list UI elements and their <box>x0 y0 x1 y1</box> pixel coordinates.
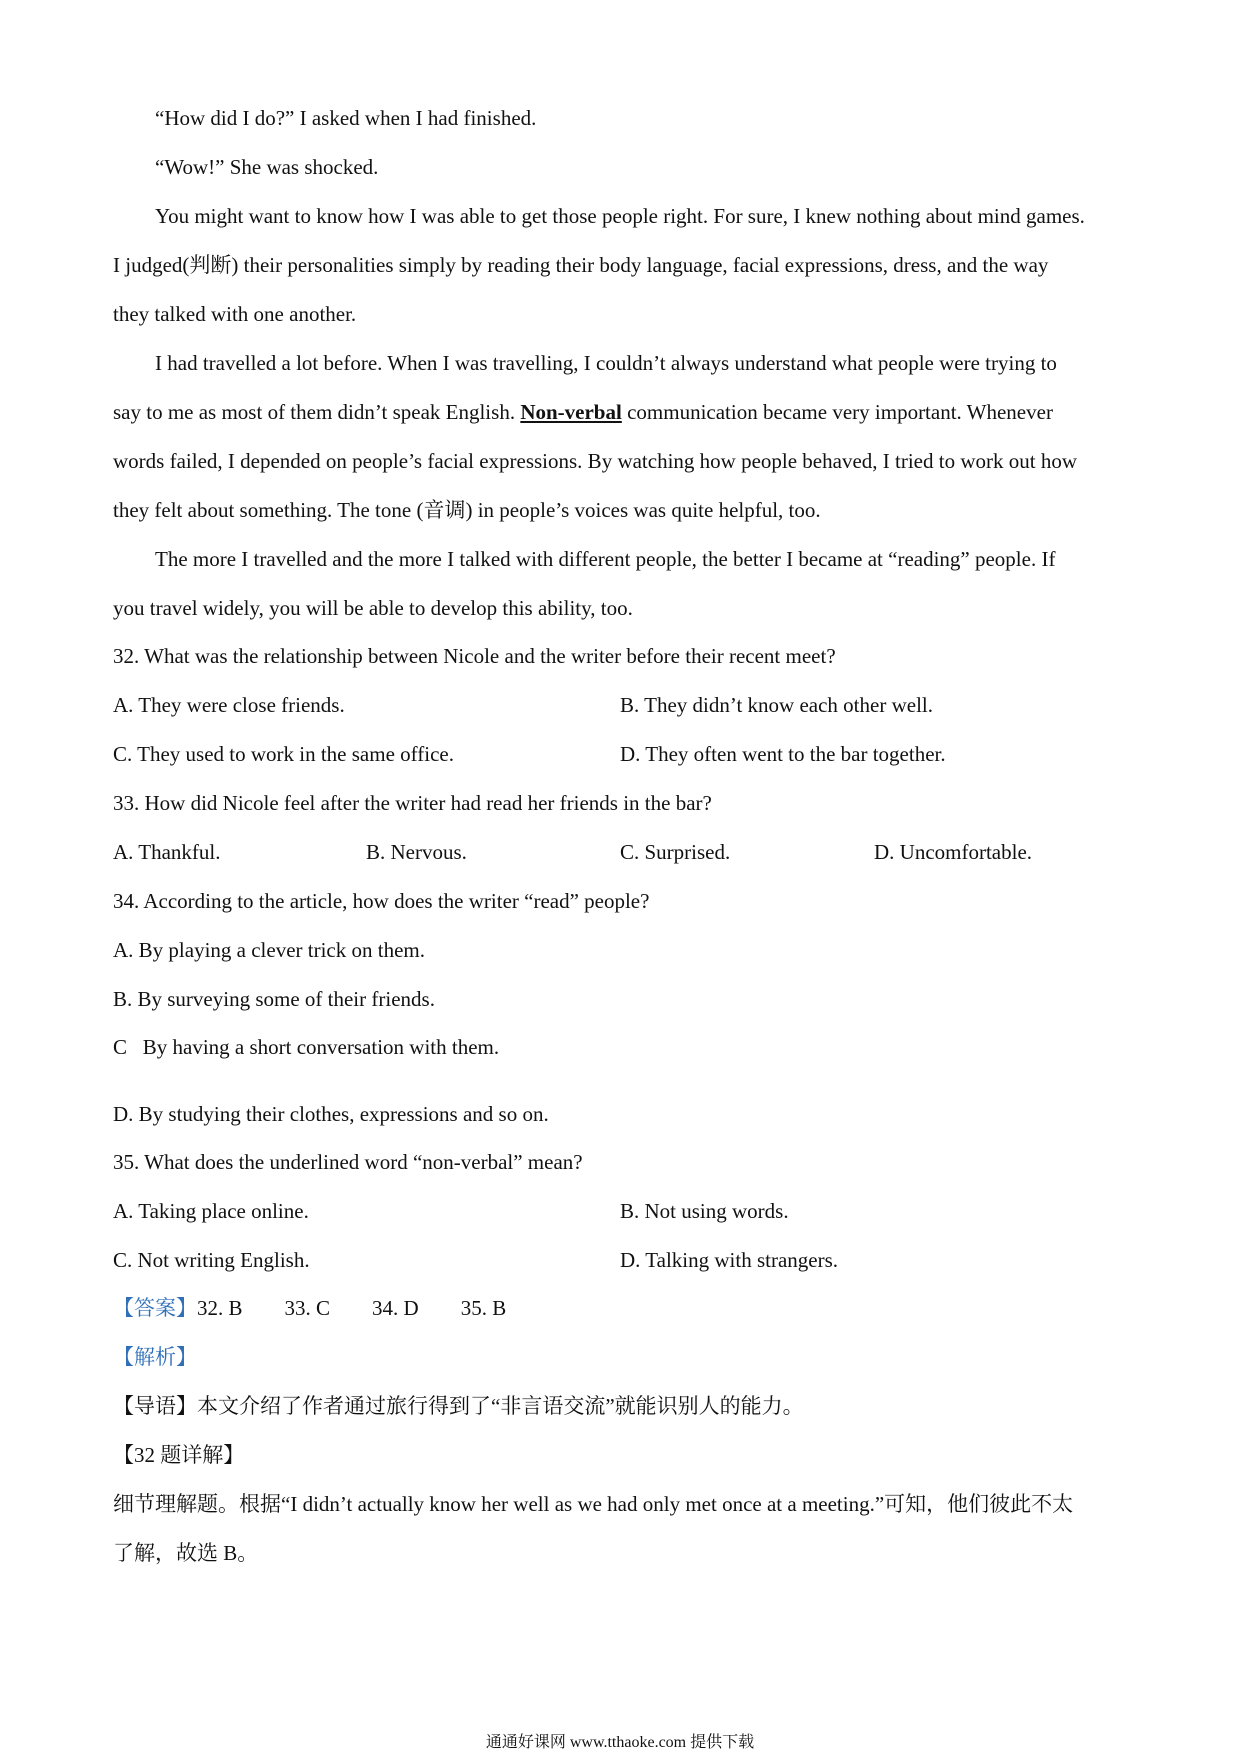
text-segment: say to me as most of them didn’t speak English. <box>113 400 521 424</box>
option-b: B. Nervous. <box>366 840 467 864</box>
option-d: D. Uncomfortable. <box>874 840 1033 864</box>
question-stem: 34. According to the article, how does the writer “read” people? <box>113 889 650 913</box>
question-stem: 35. What does the underlined word “non-verbal” mean? <box>113 1150 583 1174</box>
answer-item: 34. D <box>372 1296 419 1320</box>
detail-text: 细节理解题。根据“I didn’t actually know her well as we had only met once at a meeting.”可知，他们彼此不太 <box>113 1492 1074 1516</box>
analysis-label: 【解析】 <box>113 1345 197 1369</box>
page-footer: 通通好课网 www.tthaoke.com 提供下载 <box>485 1734 755 1751</box>
option-a: A. Taking place online. <box>113 1199 309 1223</box>
paragraph-line: I judged(判断) their personalities simply by reading their body language, facial expressions, dress, and the way <box>113 253 1049 277</box>
option-a: A. By playing a clever trick on them. <box>113 938 425 962</box>
underlined-word: Non-verbal <box>520 400 622 424</box>
guide-text: 本文介绍了作者通过旅行得到了“非言语交流”就能识别人的能力。 <box>197 1394 804 1418</box>
paragraph-line <box>113 398 1053 426</box>
option-a: A. They were close friends. <box>113 693 345 717</box>
paragraph-line: You might want to know how I was able to get those people right. For sure, I knew nothing about mind games. <box>155 204 1085 228</box>
answer-item: 35. B <box>460 1296 507 1320</box>
answer-item: 32. B <box>197 1296 243 1320</box>
answer-label: 【答案】 <box>113 1296 197 1320</box>
option-d: D. Talking with strangers. <box>620 1248 839 1272</box>
paragraph-line: they felt about something. The tone (音调) in people’s voices was quite helpful, too. <box>113 498 821 522</box>
detail-label: 【32 题详解】 <box>113 1443 245 1467</box>
option-c: C. Surprised. <box>620 840 731 864</box>
option-b: B. Not using words. <box>620 1199 789 1223</box>
paragraph-line: words failed, I depended on people’s facial expressions. By watching how people behaved, I tried to work out how <box>113 449 1077 473</box>
option-b: B. They didn’t know each other well. <box>620 693 933 717</box>
option-b: B. By surveying some of their friends. <box>113 987 435 1011</box>
question-stem: 33. How did Nicole feel after the writer had read her friends in the bar? <box>113 791 712 815</box>
option-d: D. By studying their clothes, expressions and so on. <box>113 1102 549 1126</box>
guide-label: 【导语】 <box>113 1394 197 1418</box>
answer-item: 33. C <box>284 1296 331 1320</box>
option-a: A. Thankful. <box>113 840 221 864</box>
story-line: “How did I do?” I asked when I had finished. <box>155 106 537 130</box>
question-stem: 32. What was the relationship between Nicole and the writer before their recent meet? <box>113 644 836 668</box>
paragraph-line: I had travelled a lot before. When I was travelling, I couldn’t always understand what people were trying to <box>155 351 1057 375</box>
option-c: C. Not writing English. <box>113 1248 310 1272</box>
paragraph-line: you travel widely, you will be able to develop this ability, too. <box>113 596 633 620</box>
option-c: C By having a short conversation with them. <box>113 1035 500 1059</box>
paragraph-line: they talked with one another. <box>113 302 357 326</box>
option-c: C. They used to work in the same office. <box>113 742 454 766</box>
guide-line <box>113 1392 804 1420</box>
detail-text: 了解，故选 B。 <box>113 1541 259 1565</box>
option-d: D. They often went to the bar together. <box>620 742 946 766</box>
text-segment: communication became very important. Whenever <box>621 400 1053 424</box>
answer-line <box>113 1294 506 1322</box>
paragraph-line: The more I travelled and the more I talked with different people, the better I became at “reading” people. If <box>155 547 1056 571</box>
story-line: “Wow!” She was shocked. <box>155 155 379 179</box>
